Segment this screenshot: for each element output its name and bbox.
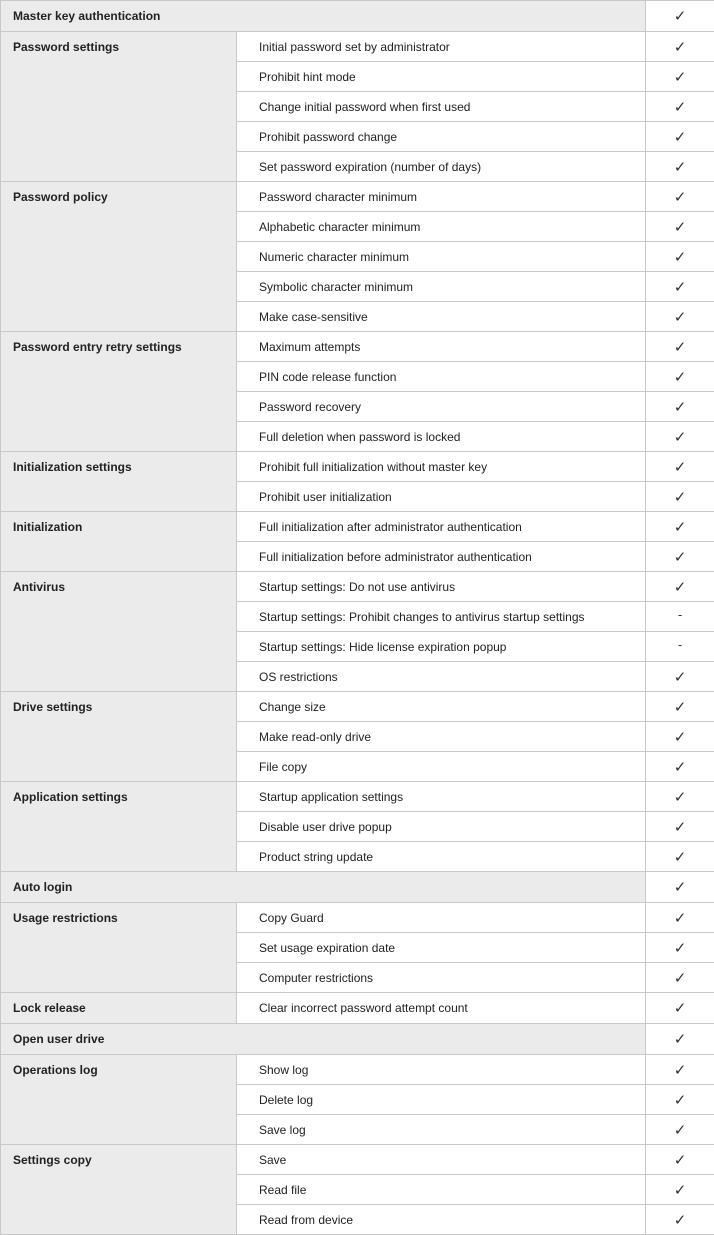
dash-mark-icon: - (646, 632, 714, 662)
option-label: Delete log (237, 1085, 646, 1115)
option-label: Make case-sensitive (237, 302, 646, 332)
check-mark-icon: ✓ (646, 662, 714, 692)
check-mark-icon: ✓ (646, 272, 714, 302)
check-mark-icon: ✓ (646, 993, 714, 1024)
table-row (1, 452, 714, 482)
option-label: Prohibit hint mode (237, 62, 646, 92)
check-mark-icon: ✓ (646, 572, 714, 602)
check-mark-icon: ✓ (646, 903, 714, 933)
check-mark-icon: ✓ (646, 752, 714, 782)
option-label: Prohibit password change (237, 122, 646, 152)
option-label: Read from device (237, 1205, 646, 1235)
category-label: Open user drive (1, 1024, 646, 1055)
category-label: Usage restrictions (1, 903, 237, 993)
option-label: Full initialization before administrator authentication (237, 542, 646, 572)
table-row (1, 993, 714, 1024)
category-label: Password settings (1, 32, 237, 182)
dash-mark-icon: - (646, 602, 714, 632)
option-label: Copy Guard (237, 903, 646, 933)
option-label: Initial password set by administrator (237, 32, 646, 62)
option-label: Password recovery (237, 392, 646, 422)
table-row (1, 872, 714, 903)
check-mark-icon: ✓ (646, 1024, 714, 1055)
option-label: Startup settings: Do not use antivirus (237, 572, 646, 602)
option-label: Full deletion when password is locked (237, 422, 646, 452)
option-label: Save (237, 1145, 646, 1175)
check-mark-icon: ✓ (646, 212, 714, 242)
option-label: Set usage expiration date (237, 933, 646, 963)
check-mark-icon: ✓ (646, 842, 714, 872)
check-mark-icon: ✓ (646, 512, 714, 542)
check-mark-icon: ✓ (646, 933, 714, 963)
option-label: Startup application settings (237, 782, 646, 812)
option-label: Prohibit full initialization without master key (237, 452, 646, 482)
option-label: Clear incorrect password attempt count (237, 993, 646, 1024)
option-label: File copy (237, 752, 646, 782)
category-label: Auto login (1, 872, 646, 903)
table-row (1, 782, 714, 812)
check-mark-icon: ✓ (646, 722, 714, 752)
check-mark-icon: ✓ (646, 332, 714, 362)
check-mark-icon: ✓ (646, 692, 714, 722)
option-label: Read file (237, 1175, 646, 1205)
check-mark-icon: ✓ (646, 32, 714, 62)
category-label: Application settings (1, 782, 237, 872)
check-mark-icon: ✓ (646, 302, 714, 332)
check-mark-icon: ✓ (646, 1085, 714, 1115)
check-mark-icon: ✓ (646, 452, 714, 482)
category-label: Settings copy (1, 1145, 237, 1235)
check-mark-icon: ✓ (646, 182, 714, 212)
check-mark-icon: ✓ (646, 362, 714, 392)
table-row (1, 1145, 714, 1175)
check-mark-icon: ✓ (646, 422, 714, 452)
table-row (1, 1055, 714, 1085)
option-label: Computer restrictions (237, 963, 646, 993)
option-label: Prohibit user initialization (237, 482, 646, 512)
table-row (1, 1024, 714, 1055)
option-label: Password character minimum (237, 182, 646, 212)
check-mark-icon: ✓ (646, 92, 714, 122)
option-label: Show log (237, 1055, 646, 1085)
category-label: Operations log (1, 1055, 237, 1145)
check-mark-icon: ✓ (646, 1, 714, 32)
check-mark-icon: ✓ (646, 1145, 714, 1175)
option-label: Symbolic character minimum (237, 272, 646, 302)
table-row (1, 572, 714, 602)
check-mark-icon: ✓ (646, 392, 714, 422)
option-label: Alphabetic character minimum (237, 212, 646, 242)
check-mark-icon: ✓ (646, 242, 714, 272)
table-row (1, 512, 714, 542)
option-label: Startup settings: Prohibit changes to antivirus startup settings (237, 602, 646, 632)
check-mark-icon: ✓ (646, 122, 714, 152)
table-row (1, 1, 714, 32)
table-row (1, 332, 714, 362)
option-label: Disable user drive popup (237, 812, 646, 842)
option-label: Product string update (237, 842, 646, 872)
check-mark-icon: ✓ (646, 812, 714, 842)
table-row (1, 182, 714, 212)
category-label: Initialization settings (1, 452, 237, 512)
check-mark-icon: ✓ (646, 1055, 714, 1085)
check-mark-icon: ✓ (646, 782, 714, 812)
check-mark-icon: ✓ (646, 1115, 714, 1145)
table-row (1, 32, 714, 62)
category-label: Password policy (1, 182, 237, 332)
option-label: Change initial password when first used (237, 92, 646, 122)
option-label: Save log (237, 1115, 646, 1145)
category-label: Master key authentication (1, 1, 646, 32)
option-label: Startup settings: Hide license expiration popup (237, 632, 646, 662)
option-label: OS restrictions (237, 662, 646, 692)
category-label: Drive settings (1, 692, 237, 782)
check-mark-icon: ✓ (646, 152, 714, 182)
category-label: Lock release (1, 993, 237, 1024)
option-label: Numeric character minimum (237, 242, 646, 272)
category-label: Antivirus (1, 572, 237, 692)
check-mark-icon: ✓ (646, 62, 714, 92)
check-mark-icon: ✓ (646, 1205, 714, 1235)
category-label: Password entry retry settings (1, 332, 237, 452)
option-label: Make read-only drive (237, 722, 646, 752)
option-label: PIN code release function (237, 362, 646, 392)
check-mark-icon: ✓ (646, 542, 714, 572)
check-mark-icon: ✓ (646, 1175, 714, 1205)
check-mark-icon: ✓ (646, 482, 714, 512)
check-mark-icon: ✓ (646, 963, 714, 993)
category-label: Initialization (1, 512, 237, 572)
option-label: Maximum attempts (237, 332, 646, 362)
option-label: Full initialization after administrator authentication (237, 512, 646, 542)
table-row (1, 692, 714, 722)
check-mark-icon: ✓ (646, 872, 714, 903)
option-label: Set password expiration (number of days) (237, 152, 646, 182)
option-label: Change size (237, 692, 646, 722)
table-row (1, 903, 714, 933)
